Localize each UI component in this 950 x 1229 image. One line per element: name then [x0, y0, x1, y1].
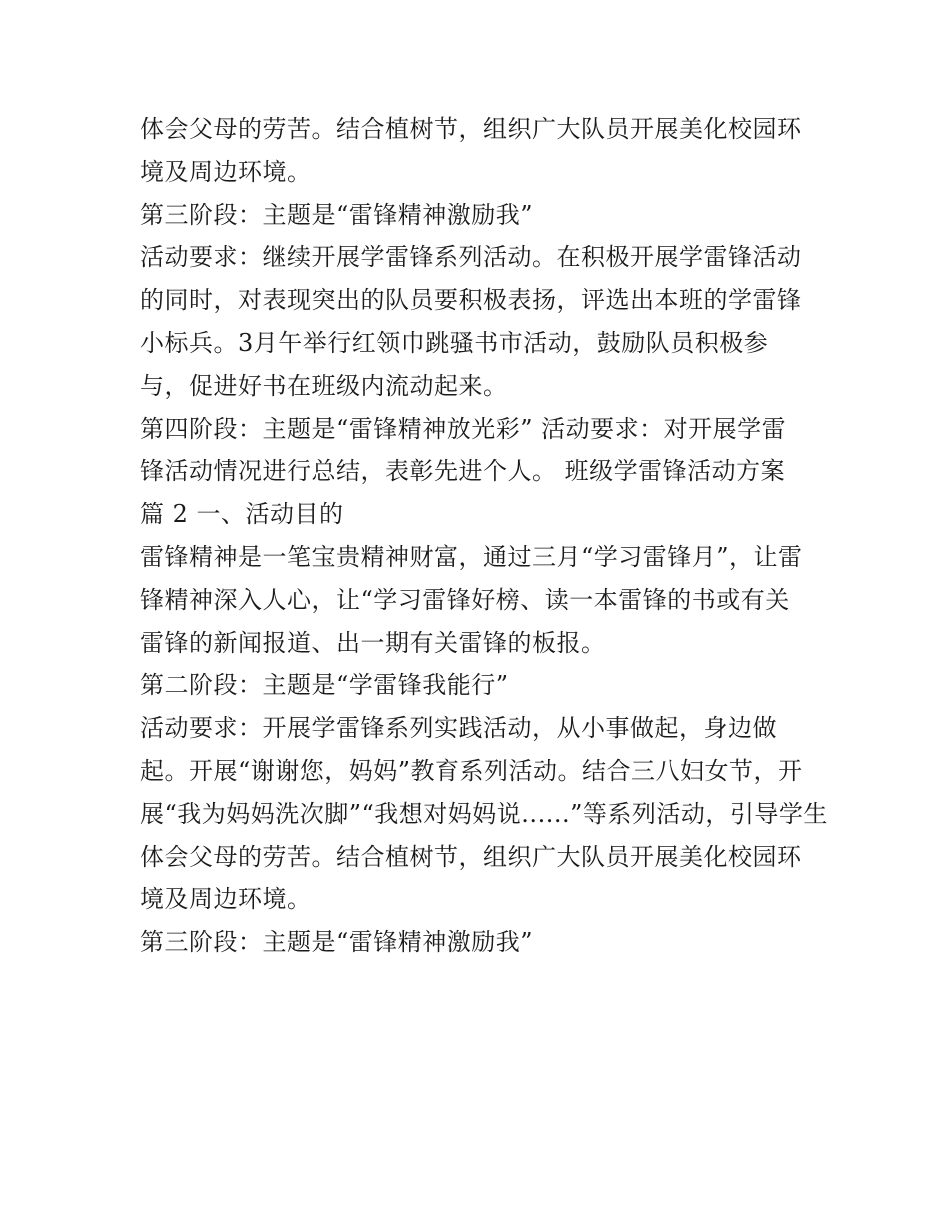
- text-line: 活动要求：继续开展学雷锋系列活动。在积极开展学雷锋活动: [140, 243, 802, 272]
- text-line: 的同时，对表现突出的队员要积极表扬，评选出本班的学雷锋: [140, 286, 802, 315]
- document-body: [140, 108, 828, 964]
- section-heading: 第四阶段：主题是“雷锋精神放光彩” 活动要求：对开展学雷: [140, 414, 787, 443]
- text-line: 雷锋的新闻报道、出一期有关雷锋的板报。: [140, 628, 606, 657]
- text-line: 境及周边环境。: [140, 885, 312, 914]
- text-line: 展“我为妈妈洗次脚”“我想对妈妈说......”等系列活动，引导学生: [140, 799, 828, 828]
- text-line: 活动要求：开展学雷锋系列实践活动，从小事做起，身边做: [140, 714, 777, 743]
- section-heading: 第二阶段：主题是“学雷锋我能行”: [140, 671, 509, 700]
- text-line: 境及周边环境。: [140, 157, 312, 186]
- text-line: 锋活动情况进行总结，表彰先进个人。 班级学雷锋活动方案: [140, 457, 786, 486]
- text-line: 与，促进好书在班级内流动起来。: [140, 371, 508, 400]
- text-line: 体会父母的劳苦。结合植树节，组织广大队员开展美化校园环: [140, 115, 802, 143]
- text-line: 体会父母的劳苦。结合植树节，组织广大队员开展美化校园环: [140, 842, 802, 871]
- text-line: 起。开展“谢谢您，妈妈”教育系列活动。结合三八妇女节，开: [140, 756, 803, 785]
- section-heading: 第三阶段：主题是“雷锋精神激励我”: [140, 928, 534, 957]
- text-line: 篇 2 一、活动目的: [140, 500, 344, 529]
- section-heading: 第三阶段：主题是“雷锋精神激励我”: [140, 200, 534, 229]
- text-line: 雷锋精神是一笔宝贵精神财富，通过三月“学习雷锋月”，让雷: [140, 542, 803, 571]
- text-line: 小标兵。3月午举行红领巾跳骚书市活动，鼓励队员积极参: [140, 328, 769, 357]
- text-line: 锋精神深入人心，让“学习雷锋好榜、读一本雷锋的书或有关: [140, 585, 790, 614]
